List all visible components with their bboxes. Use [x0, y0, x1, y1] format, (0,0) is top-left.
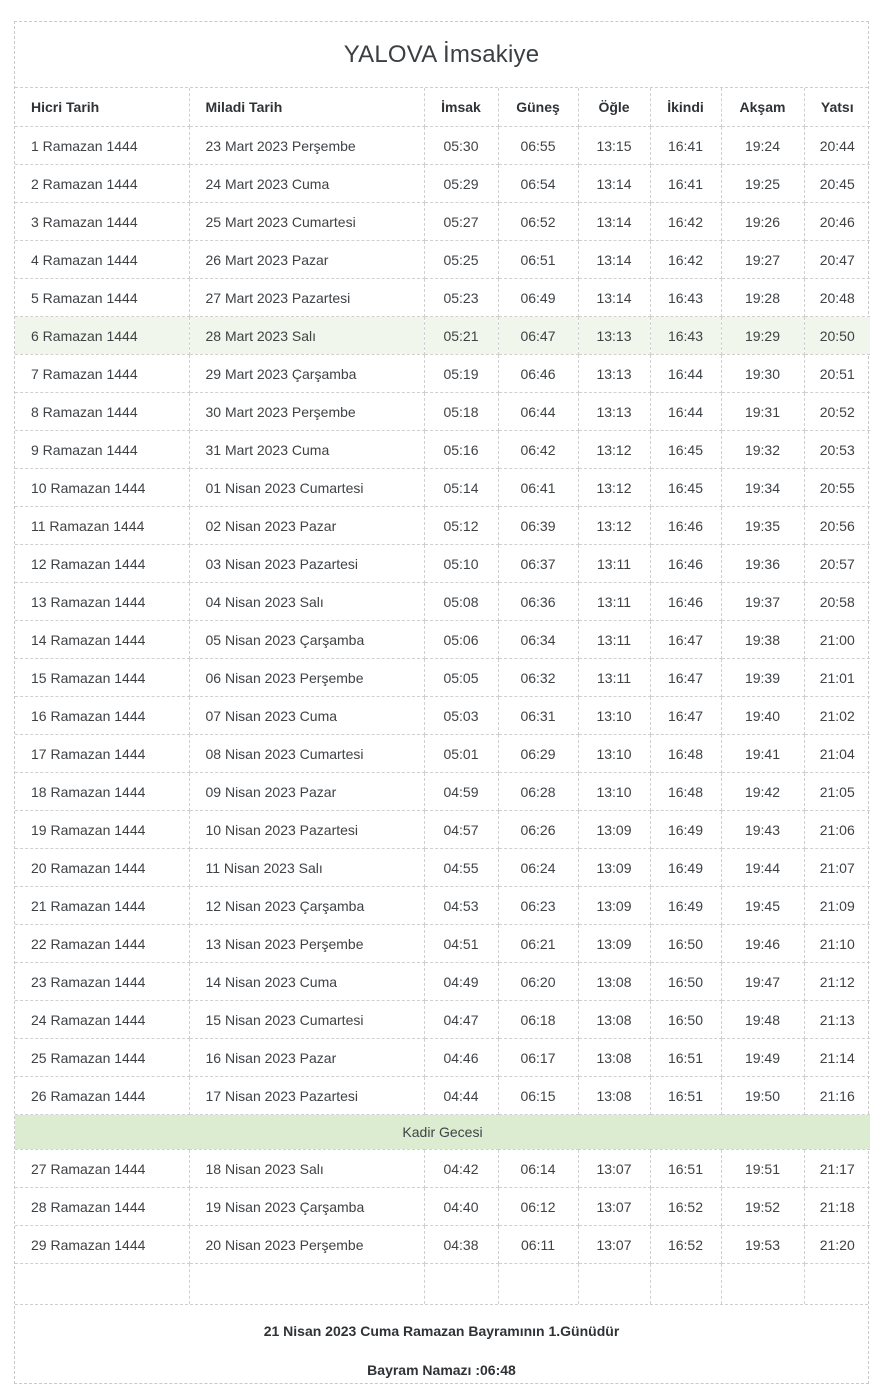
bayram-date-note: 21 Nisan 2023 Cuma Ramazan Bayramının 1.Günüdür [263, 1323, 620, 1339]
yatsi-time-cell: 20:44 [804, 127, 870, 165]
ogle-time-cell: 13:08 [578, 1039, 650, 1077]
gunes-time-cell: 06:41 [498, 469, 578, 507]
hicri-date-cell: 20 Ramazan 1444 [15, 849, 189, 887]
kadir-gecesi-label: Kadir Gecesi [15, 1115, 870, 1150]
table-row [15, 507, 870, 545]
aksam-time-cell: 19:45 [721, 887, 804, 925]
ogle-time-cell: 13:09 [578, 925, 650, 963]
miladi-date-cell: 13 Nisan 2023 Perşembe [189, 925, 424, 963]
hicri-date-cell: 17 Ramazan 1444 [15, 735, 189, 773]
miladi-date-cell: 11 Nisan 2023 Salı [189, 849, 424, 887]
col-header-yatsi: Yatsı [804, 88, 870, 127]
page-title: YALOVA İmsakiye [15, 22, 868, 88]
gunes-time-cell: 06:55 [498, 127, 578, 165]
ikindi-time-cell: 16:44 [650, 355, 721, 393]
miladi-date-cell: 23 Mart 2023 Perşembe [189, 127, 424, 165]
miladi-date-cell: 10 Nisan 2023 Pazartesi [189, 811, 424, 849]
yatsi-time-cell: 21:07 [804, 849, 870, 887]
ogle-time-cell: 13:10 [578, 697, 650, 735]
footer-note [15, 1304, 868, 1383]
yatsi-time-cell: 21:09 [804, 887, 870, 925]
ogle-time-cell: 13:08 [578, 1001, 650, 1039]
imsak-time-cell: 05:01 [424, 735, 498, 773]
yatsi-time-cell: 20:55 [804, 469, 870, 507]
imsak-time-cell: 04:40 [424, 1188, 498, 1226]
ikindi-time-cell: 16:45 [650, 431, 721, 469]
kadir-gecesi-row [15, 1115, 870, 1150]
table-row [15, 165, 870, 203]
col-header-aksam: Akşam [721, 88, 804, 127]
spacer-cell [650, 1264, 721, 1305]
hicri-date-cell: 15 Ramazan 1444 [15, 659, 189, 697]
hicri-date-cell: 13 Ramazan 1444 [15, 583, 189, 621]
miladi-date-cell: 01 Nisan 2023 Cumartesi [189, 469, 424, 507]
ikindi-time-cell: 16:42 [650, 241, 721, 279]
aksam-time-cell: 19:30 [721, 355, 804, 393]
spacer-cell [15, 1264, 189, 1305]
ikindi-time-cell: 16:48 [650, 735, 721, 773]
imsak-time-cell: 05:16 [424, 431, 498, 469]
spacer-row [15, 1264, 870, 1305]
table-row [15, 393, 870, 431]
aksam-time-cell: 19:52 [721, 1188, 804, 1226]
aksam-time-cell: 19:43 [721, 811, 804, 849]
ikindi-time-cell: 16:49 [650, 811, 721, 849]
col-header-ogle: Öğle [578, 88, 650, 127]
gunes-time-cell: 06:12 [498, 1188, 578, 1226]
ikindi-time-cell: 16:51 [650, 1077, 721, 1115]
bayram-namazi-time: Bayram Namazı :06:48 [367, 1362, 516, 1378]
ogle-time-cell: 13:13 [578, 393, 650, 431]
table-row [15, 355, 870, 393]
gunes-time-cell: 06:44 [498, 393, 578, 431]
ikindi-time-cell: 16:47 [650, 659, 721, 697]
hicri-date-cell: 6 Ramazan 1444 [15, 317, 189, 355]
miladi-date-cell: 16 Nisan 2023 Pazar [189, 1039, 424, 1077]
yatsi-time-cell: 21:00 [804, 621, 870, 659]
table-row [15, 203, 870, 241]
spacer-cell [498, 1264, 578, 1305]
imsak-time-cell: 04:57 [424, 811, 498, 849]
ikindi-time-cell: 16:51 [650, 1039, 721, 1077]
imsak-time-cell: 05:27 [424, 203, 498, 241]
gunes-time-cell: 06:14 [498, 1150, 578, 1188]
table-row [15, 1188, 870, 1226]
aksam-time-cell: 19:34 [721, 469, 804, 507]
col-header-gunes: Güneş [498, 88, 578, 127]
spacer-cell [804, 1264, 870, 1305]
table-row [15, 735, 870, 773]
aksam-time-cell: 19:41 [721, 735, 804, 773]
table-row [15, 127, 870, 165]
aksam-time-cell: 19:26 [721, 203, 804, 241]
hicri-date-cell: 2 Ramazan 1444 [15, 165, 189, 203]
gunes-time-cell: 06:37 [498, 545, 578, 583]
miladi-date-cell: 02 Nisan 2023 Pazar [189, 507, 424, 545]
col-header-imsak: İmsak [424, 88, 498, 127]
ogle-time-cell: 13:14 [578, 241, 650, 279]
ogle-time-cell: 13:15 [578, 127, 650, 165]
hicri-date-cell: 23 Ramazan 1444 [15, 963, 189, 1001]
ikindi-time-cell: 16:43 [650, 317, 721, 355]
table-row [15, 279, 870, 317]
ogle-time-cell: 13:12 [578, 469, 650, 507]
table-header-row [15, 88, 870, 127]
hicri-date-cell: 10 Ramazan 1444 [15, 469, 189, 507]
aksam-time-cell: 19:24 [721, 127, 804, 165]
ikindi-time-cell: 16:47 [650, 697, 721, 735]
aksam-time-cell: 19:47 [721, 963, 804, 1001]
imsak-time-cell: 04:44 [424, 1077, 498, 1115]
miladi-date-cell: 28 Mart 2023 Salı [189, 317, 424, 355]
yatsi-time-cell: 20:57 [804, 545, 870, 583]
aksam-time-cell: 19:46 [721, 925, 804, 963]
miladi-date-cell: 03 Nisan 2023 Pazartesi [189, 545, 424, 583]
hicri-date-cell: 21 Ramazan 1444 [15, 887, 189, 925]
ikindi-time-cell: 16:46 [650, 583, 721, 621]
ikindi-time-cell: 16:50 [650, 963, 721, 1001]
prayer-times-table [15, 88, 870, 1304]
gunes-time-cell: 06:24 [498, 849, 578, 887]
imsak-time-cell: 04:42 [424, 1150, 498, 1188]
aksam-time-cell: 19:49 [721, 1039, 804, 1077]
gunes-time-cell: 06:11 [498, 1226, 578, 1264]
miladi-date-cell: 19 Nisan 2023 Çarşamba [189, 1188, 424, 1226]
table-row [15, 1001, 870, 1039]
ikindi-time-cell: 16:49 [650, 887, 721, 925]
ikindi-time-cell: 16:46 [650, 507, 721, 545]
gunes-time-cell: 06:36 [498, 583, 578, 621]
yatsi-time-cell: 20:50 [804, 317, 870, 355]
aksam-time-cell: 19:28 [721, 279, 804, 317]
table-row [15, 811, 870, 849]
miladi-date-cell: 15 Nisan 2023 Cumartesi [189, 1001, 424, 1039]
miladi-date-cell: 25 Mart 2023 Cumartesi [189, 203, 424, 241]
imsak-time-cell: 04:47 [424, 1001, 498, 1039]
hicri-date-cell: 18 Ramazan 1444 [15, 773, 189, 811]
imsak-time-cell: 05:19 [424, 355, 498, 393]
gunes-time-cell: 06:42 [498, 431, 578, 469]
imsak-time-cell: 05:18 [424, 393, 498, 431]
ikindi-time-cell: 16:41 [650, 165, 721, 203]
hicri-date-cell: 12 Ramazan 1444 [15, 545, 189, 583]
hicri-date-cell: 28 Ramazan 1444 [15, 1188, 189, 1226]
ikindi-time-cell: 16:47 [650, 621, 721, 659]
gunes-time-cell: 06:17 [498, 1039, 578, 1077]
imsak-time-cell: 05:06 [424, 621, 498, 659]
hicri-date-cell: 24 Ramazan 1444 [15, 1001, 189, 1039]
hicri-date-cell: 5 Ramazan 1444 [15, 279, 189, 317]
ikindi-time-cell: 16:50 [650, 925, 721, 963]
table-row [15, 1150, 870, 1188]
aksam-time-cell: 19:35 [721, 507, 804, 545]
miladi-date-cell: 12 Nisan 2023 Çarşamba [189, 887, 424, 925]
ikindi-time-cell: 16:43 [650, 279, 721, 317]
gunes-time-cell: 06:26 [498, 811, 578, 849]
hicri-date-cell: 19 Ramazan 1444 [15, 811, 189, 849]
imsak-time-cell: 04:49 [424, 963, 498, 1001]
gunes-time-cell: 06:20 [498, 963, 578, 1001]
aksam-time-cell: 19:44 [721, 849, 804, 887]
yatsi-time-cell: 20:58 [804, 583, 870, 621]
gunes-time-cell: 06:21 [498, 925, 578, 963]
hicri-date-cell: 3 Ramazan 1444 [15, 203, 189, 241]
ogle-time-cell: 13:11 [578, 545, 650, 583]
aksam-time-cell: 19:53 [721, 1226, 804, 1264]
ikindi-time-cell: 16:42 [650, 203, 721, 241]
gunes-time-cell: 06:54 [498, 165, 578, 203]
gunes-time-cell: 06:18 [498, 1001, 578, 1039]
ogle-time-cell: 13:07 [578, 1188, 650, 1226]
ikindi-time-cell: 16:48 [650, 773, 721, 811]
miladi-date-cell: 24 Mart 2023 Cuma [189, 165, 424, 203]
yatsi-time-cell: 20:56 [804, 507, 870, 545]
imsakiye-card [14, 21, 869, 1384]
imsak-time-cell: 05:10 [424, 545, 498, 583]
aksam-time-cell: 19:31 [721, 393, 804, 431]
ogle-time-cell: 13:12 [578, 431, 650, 469]
ogle-time-cell: 13:08 [578, 1077, 650, 1115]
aksam-time-cell: 19:38 [721, 621, 804, 659]
table-row [15, 887, 870, 925]
imsak-time-cell: 04:51 [424, 925, 498, 963]
miladi-date-cell: 20 Nisan 2023 Perşembe [189, 1226, 424, 1264]
ogle-time-cell: 13:11 [578, 583, 650, 621]
hicri-date-cell: 22 Ramazan 1444 [15, 925, 189, 963]
imsak-time-cell: 05:23 [424, 279, 498, 317]
gunes-time-cell: 06:23 [498, 887, 578, 925]
ikindi-time-cell: 16:50 [650, 1001, 721, 1039]
table-row [15, 469, 870, 507]
ogle-time-cell: 13:10 [578, 735, 650, 773]
yatsi-time-cell: 21:13 [804, 1001, 870, 1039]
aksam-time-cell: 19:42 [721, 773, 804, 811]
spacer-cell [424, 1264, 498, 1305]
spacer-cell [578, 1264, 650, 1305]
miladi-date-cell: 06 Nisan 2023 Perşembe [189, 659, 424, 697]
miladi-date-cell: 08 Nisan 2023 Cumartesi [189, 735, 424, 773]
imsak-time-cell: 05:21 [424, 317, 498, 355]
gunes-time-cell: 06:34 [498, 621, 578, 659]
yatsi-time-cell: 20:46 [804, 203, 870, 241]
ikindi-time-cell: 16:51 [650, 1150, 721, 1188]
miladi-date-cell: 30 Mart 2023 Perşembe [189, 393, 424, 431]
ikindi-time-cell: 16:52 [650, 1226, 721, 1264]
yatsi-time-cell: 21:12 [804, 963, 870, 1001]
hicri-date-cell: 4 Ramazan 1444 [15, 241, 189, 279]
imsak-time-cell: 05:14 [424, 469, 498, 507]
hicri-date-cell: 27 Ramazan 1444 [15, 1150, 189, 1188]
imsak-time-cell: 04:55 [424, 849, 498, 887]
ikindi-time-cell: 16:52 [650, 1188, 721, 1226]
imsak-time-cell: 05:30 [424, 127, 498, 165]
gunes-time-cell: 06:15 [498, 1077, 578, 1115]
ogle-time-cell: 13:13 [578, 355, 650, 393]
yatsi-time-cell: 21:16 [804, 1077, 870, 1115]
aksam-time-cell: 19:48 [721, 1001, 804, 1039]
table-row [15, 1077, 870, 1115]
yatsi-time-cell: 21:14 [804, 1039, 870, 1077]
yatsi-time-cell: 20:52 [804, 393, 870, 431]
aksam-time-cell: 19:39 [721, 659, 804, 697]
ogle-time-cell: 13:14 [578, 203, 650, 241]
ikindi-time-cell: 16:45 [650, 469, 721, 507]
ogle-time-cell: 13:14 [578, 279, 650, 317]
gunes-time-cell: 06:32 [498, 659, 578, 697]
miladi-date-cell: 31 Mart 2023 Cuma [189, 431, 424, 469]
gunes-time-cell: 06:52 [498, 203, 578, 241]
table-row [15, 1039, 870, 1077]
miladi-date-cell: 14 Nisan 2023 Cuma [189, 963, 424, 1001]
gunes-time-cell: 06:46 [498, 355, 578, 393]
yatsi-time-cell: 21:17 [804, 1150, 870, 1188]
ogle-time-cell: 13:07 [578, 1150, 650, 1188]
ogle-time-cell: 13:09 [578, 811, 650, 849]
imsak-time-cell: 05:08 [424, 583, 498, 621]
table-row [15, 925, 870, 963]
table-row [15, 621, 870, 659]
yatsi-time-cell: 20:47 [804, 241, 870, 279]
imsak-time-cell: 04:38 [424, 1226, 498, 1264]
imsak-time-cell: 05:12 [424, 507, 498, 545]
hicri-date-cell: 9 Ramazan 1444 [15, 431, 189, 469]
ikindi-time-cell: 16:49 [650, 849, 721, 887]
aksam-time-cell: 19:25 [721, 165, 804, 203]
imsak-time-cell: 04:46 [424, 1039, 498, 1077]
ogle-time-cell: 13:11 [578, 621, 650, 659]
ogle-time-cell: 13:10 [578, 773, 650, 811]
table-row [15, 317, 870, 355]
miladi-date-cell: 09 Nisan 2023 Pazar [189, 773, 424, 811]
aksam-time-cell: 19:36 [721, 545, 804, 583]
miladi-date-cell: 05 Nisan 2023 Çarşamba [189, 621, 424, 659]
hicri-date-cell: 11 Ramazan 1444 [15, 507, 189, 545]
yatsi-time-cell: 21:02 [804, 697, 870, 735]
ogle-time-cell: 13:14 [578, 165, 650, 203]
imsak-time-cell: 05:25 [424, 241, 498, 279]
hicri-date-cell: 1 Ramazan 1444 [15, 127, 189, 165]
table-row [15, 773, 870, 811]
gunes-time-cell: 06:47 [498, 317, 578, 355]
gunes-time-cell: 06:31 [498, 697, 578, 735]
yatsi-time-cell: 20:51 [804, 355, 870, 393]
gunes-time-cell: 06:28 [498, 773, 578, 811]
aksam-time-cell: 19:32 [721, 431, 804, 469]
hicri-date-cell: 26 Ramazan 1444 [15, 1077, 189, 1115]
col-header-hicri-tarih: Hicri Tarih [15, 88, 189, 127]
table-row [15, 963, 870, 1001]
imsak-time-cell: 05:29 [424, 165, 498, 203]
aksam-time-cell: 19:50 [721, 1077, 804, 1115]
miladi-date-cell: 18 Nisan 2023 Salı [189, 1150, 424, 1188]
aksam-time-cell: 19:37 [721, 583, 804, 621]
spacer-cell [189, 1264, 424, 1305]
ogle-time-cell: 13:13 [578, 317, 650, 355]
table-row [15, 431, 870, 469]
aksam-time-cell: 19:40 [721, 697, 804, 735]
hicri-date-cell: 25 Ramazan 1444 [15, 1039, 189, 1077]
gunes-time-cell: 06:49 [498, 279, 578, 317]
imsak-time-cell: 05:03 [424, 697, 498, 735]
hicri-date-cell: 7 Ramazan 1444 [15, 355, 189, 393]
yatsi-time-cell: 21:10 [804, 925, 870, 963]
miladi-date-cell: 17 Nisan 2023 Pazartesi [189, 1077, 424, 1115]
aksam-time-cell: 19:51 [721, 1150, 804, 1188]
ikindi-time-cell: 16:41 [650, 127, 721, 165]
yatsi-time-cell: 21:01 [804, 659, 870, 697]
yatsi-time-cell: 21:20 [804, 1226, 870, 1264]
imsak-time-cell: 04:59 [424, 773, 498, 811]
imsak-time-cell: 04:53 [424, 887, 498, 925]
ogle-time-cell: 13:08 [578, 963, 650, 1001]
gunes-time-cell: 06:39 [498, 507, 578, 545]
table-row [15, 545, 870, 583]
yatsi-time-cell: 21:05 [804, 773, 870, 811]
yatsi-time-cell: 20:48 [804, 279, 870, 317]
page [0, 21, 884, 1396]
miladi-date-cell: 07 Nisan 2023 Cuma [189, 697, 424, 735]
yatsi-time-cell: 21:04 [804, 735, 870, 773]
miladi-date-cell: 27 Mart 2023 Pazartesi [189, 279, 424, 317]
miladi-date-cell: 29 Mart 2023 Çarşamba [189, 355, 424, 393]
table-row [15, 1226, 870, 1264]
miladi-date-cell: 26 Mart 2023 Pazar [189, 241, 424, 279]
hicri-date-cell: 29 Ramazan 1444 [15, 1226, 189, 1264]
table-row [15, 849, 870, 887]
ogle-time-cell: 13:09 [578, 887, 650, 925]
yatsi-time-cell: 20:45 [804, 165, 870, 203]
hicri-date-cell: 8 Ramazan 1444 [15, 393, 189, 431]
ikindi-time-cell: 16:44 [650, 393, 721, 431]
hicri-date-cell: 16 Ramazan 1444 [15, 697, 189, 735]
ikindi-time-cell: 16:46 [650, 545, 721, 583]
gunes-time-cell: 06:51 [498, 241, 578, 279]
imsak-time-cell: 05:05 [424, 659, 498, 697]
ogle-time-cell: 13:07 [578, 1226, 650, 1264]
hicri-date-cell: 14 Ramazan 1444 [15, 621, 189, 659]
gunes-time-cell: 06:29 [498, 735, 578, 773]
table-row [15, 583, 870, 621]
table-row [15, 241, 870, 279]
ogle-time-cell: 13:09 [578, 849, 650, 887]
yatsi-time-cell: 21:18 [804, 1188, 870, 1226]
col-header-ikindi: İkindi [650, 88, 721, 127]
spacer-cell [721, 1264, 804, 1305]
ogle-time-cell: 13:12 [578, 507, 650, 545]
aksam-time-cell: 19:29 [721, 317, 804, 355]
aksam-time-cell: 19:27 [721, 241, 804, 279]
table-row [15, 659, 870, 697]
miladi-date-cell: 04 Nisan 2023 Salı [189, 583, 424, 621]
yatsi-time-cell: 20:53 [804, 431, 870, 469]
ogle-time-cell: 13:11 [578, 659, 650, 697]
col-header-miladi-tarih: Miladi Tarih [189, 88, 424, 127]
yatsi-time-cell: 21:06 [804, 811, 870, 849]
table-row [15, 697, 870, 735]
